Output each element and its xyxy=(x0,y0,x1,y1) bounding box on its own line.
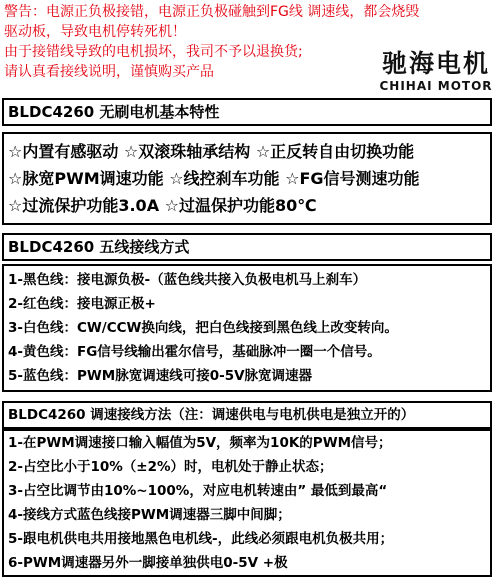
brand-name-en: CHIHAI MOTOR xyxy=(379,79,493,93)
wiring-line-1: 1-黑色线：接电源负极-（蓝色线共接入负极电机马上刹车） xyxy=(8,272,367,288)
warning-line-2: 驱动板，导致电机停转死机！ xyxy=(4,24,186,40)
speed-line-5: 5-跟电机供电共用接地黑色电机线-，此线必须跟电机负极共用； xyxy=(8,531,394,547)
wiring-title: BLDC4260 五线接线方式 xyxy=(2,233,492,261)
wiring-line-2: 2-红色线：接电源正极+ xyxy=(8,296,156,312)
brand-logo xyxy=(376,50,496,94)
features-box xyxy=(2,132,492,225)
speed-line-6: 6-PWM调速器另外一脚接单独供电0-5V +极 xyxy=(8,555,288,571)
warning-line-3: 由于接错线导致的电机损坏，我司不予以退换货; xyxy=(4,44,303,60)
features-title: BLDC4260 无刷电机基本特性 xyxy=(2,98,492,126)
warning-line-4: 请认真看接线说明，谨慎购买产品 xyxy=(4,64,214,80)
feature-line-1: ☆内置有感驱动 ☆双滚珠轴承结构 ☆正反转自由切换功能 xyxy=(8,142,415,161)
speed-line-2: 2-占空比小于10%（±2%）时，电机处于静止状态； xyxy=(8,459,333,475)
brand-name-cn: 驰海电机 xyxy=(381,49,490,78)
speed-line-4: 4-接线方式蓝色线接PWM调速器三脚中间脚； xyxy=(8,507,291,523)
speed-line-1: 1-在PWM调速接口输入幅值为5V，频率为10K的PWM信号； xyxy=(8,435,392,451)
warning-line-1: 警告：电源正负极接错，电源正负极碰触到FG线 调速线，都会烧毁 xyxy=(4,4,420,20)
feature-line-2: ☆脉宽PWM调速功能 ☆线控刹车功能 ☆FG信号测速功能 xyxy=(8,169,420,188)
speed-title: BLDC4260 调速接线方法（注：调速供电与电机供电是独立开的） xyxy=(2,401,492,429)
warning-notice xyxy=(4,2,420,82)
speed-box xyxy=(2,429,492,577)
wiring-box xyxy=(2,264,492,392)
speed-line-3: 3-占空比调节由10%~100%，对应电机转速由” 最低到最高“ xyxy=(8,483,388,499)
wiring-line-4: 4-黄色线：FG信号线输出霍尔信号，基础脉冲一圈一个信号。 xyxy=(8,344,381,360)
feature-line-3: ☆过流保护功能3.0A ☆过温保护功能80℃ xyxy=(8,196,317,215)
wiring-line-3: 3-白色线：CW/CCW换向线，把白色线接到黑色线上改变转向。 xyxy=(8,320,398,336)
wiring-line-5: 5-蓝色线：PWM脉宽调速线可接0-5V脉宽调速器 xyxy=(8,368,313,384)
